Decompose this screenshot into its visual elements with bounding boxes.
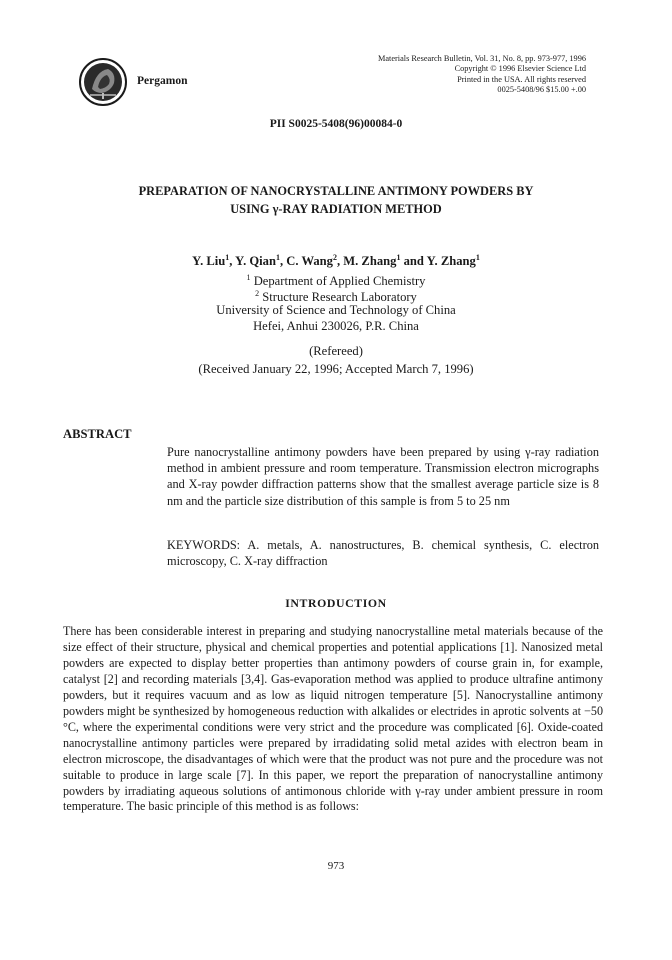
page-number: 973 bbox=[327, 860, 345, 872]
journal-line: 0025-5408/96 $15.00 +.00 bbox=[497, 85, 586, 95]
abstract-text: Pure nanocrystalline antimony powders have been prepared by using γ-ray radiation method in ambient pressure and room temperature. Transmission electron micrographs and X-ray powder diffraction patterns show that the smallest average particle size is 8 nm and the particle size distribution of this sample is from 5 to 25 nm bbox=[167, 445, 599, 508]
author-name: M. Zhang bbox=[343, 254, 397, 268]
refereed-note: (Refereed) bbox=[309, 344, 363, 358]
journal-line: Copyright © 1996 Elsevier Science Ltd bbox=[454, 64, 586, 74]
author-name: Y. Liu bbox=[192, 254, 226, 268]
address: Hefei, Anhui 230026, P.R. China bbox=[253, 319, 419, 333]
introduction-heading: INTRODUCTION bbox=[285, 596, 387, 610]
received-dates: (Received January 22, 1996; Accepted March 7, 1996) bbox=[198, 362, 474, 376]
title-line: PREPARATION OF NANOCRYSTALLINE ANTIMONY POWDERS BY bbox=[138, 184, 534, 198]
publisher-name: Pergamon bbox=[137, 75, 188, 87]
affiliation-mark: 2 bbox=[255, 289, 260, 298]
author-affiliation-mark: 2 bbox=[332, 253, 337, 262]
university: University of Science and Technology of China bbox=[216, 303, 456, 317]
journal-citation bbox=[378, 54, 586, 96]
author-affiliation-mark: 1 bbox=[275, 253, 280, 262]
author-affiliation-mark: 1 bbox=[396, 253, 401, 262]
journal-line: Materials Research Bulletin, Vol. 31, No. 8, pp. 973-977, 1996 bbox=[377, 54, 586, 63]
abstract-heading: ABSTRACT bbox=[63, 427, 132, 441]
affiliation-text: Structure Research Laboratory bbox=[262, 290, 417, 304]
author-separator: and bbox=[400, 254, 427, 268]
affiliation-text: Department of Applied Chemistry bbox=[253, 274, 426, 288]
keywords: KEYWORDS: A. metals, A. nanostructures, B. chemical synthesis, C. electron microscopy, C. X-ray diffraction bbox=[167, 538, 599, 569]
author-separator: , bbox=[279, 254, 287, 268]
author-name: C. Wang bbox=[286, 254, 333, 268]
author-affiliation-mark: 1 bbox=[475, 253, 480, 262]
author-separator: , bbox=[229, 254, 236, 268]
author-separator: , bbox=[336, 254, 344, 268]
author-name: Y. Zhang bbox=[426, 254, 476, 268]
pii-identifier: PII S0025-5408(96)00084-0 bbox=[269, 118, 403, 130]
introduction-text: There has been considerable interest in preparing and studying nanocrystalline metal materials because of the size effect of their structure, physical and chemical properties and potential applications [1]. Nanosized metal powders are expected to display better properties than antimony powders of course grain in, for example, catalyst [2] and recording materials [3,4]. Gas-evaporation method was applied to produce ultrafine antimony powders, but it requires vacuum and as low as liquid nitrogen temperature [5]. Nanocrystalline antimony powders might be synthesized by homogeneous reduction with alkalides or electrides in aprotic solvents at −50 °C, where the experimental conditions were very strict and the procedure was complicated [6]. Oxide-coated nanocrystalline antimony particles were prepared by irradidating solid metal azides with electron beam in electron microscope, the disadvantages of which were that the product was not pure and the procedure was not suitable to produce in large scale [7]. In this paper, we report the preparation of nanocrystalline antimony powders by irradiating aqueous solutions of antimonous chloride with γ-ray under ambient pressure in room temperature. The basic principle of this method is as follows: bbox=[63, 624, 603, 814]
author-list bbox=[0, 253, 672, 269]
paper-title bbox=[90, 182, 582, 218]
author-affiliation-mark: 1 bbox=[225, 253, 230, 262]
affiliation-mark: 1 bbox=[246, 273, 251, 282]
publisher-logo bbox=[78, 57, 128, 107]
title-line: USING γ-RAY RADIATION METHOD bbox=[230, 202, 442, 216]
author-name: Y. Qian bbox=[235, 254, 276, 268]
journal-line: Printed in the USA. All rights reserved bbox=[457, 74, 586, 84]
